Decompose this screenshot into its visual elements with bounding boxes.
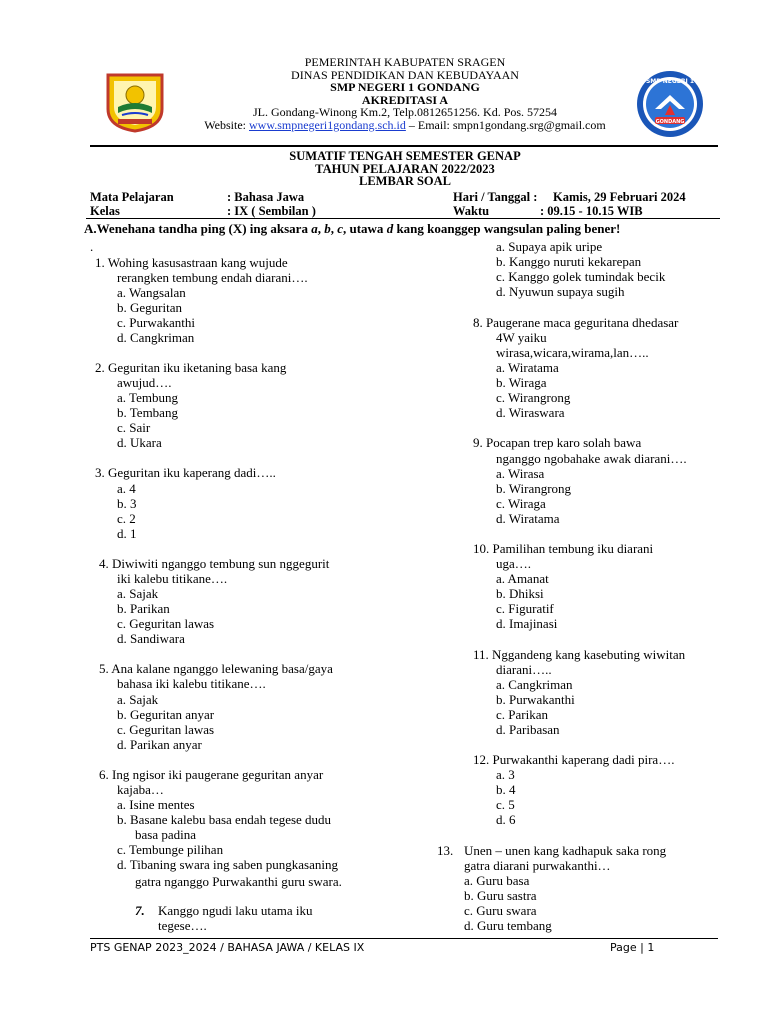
option: b. Kanggo nuruti kekarepan bbox=[496, 254, 642, 269]
option: a. Wangsalan bbox=[117, 285, 186, 300]
letterhead-divider bbox=[90, 145, 718, 147]
instruction bbox=[84, 221, 620, 237]
option: a. Cangkriman bbox=[496, 677, 573, 692]
question-10-cont: uga…. bbox=[496, 556, 532, 571]
option: a. 3 bbox=[496, 767, 515, 782]
question-1-cont: rerangken tembung endah diarani…. bbox=[117, 270, 308, 285]
footer-text: PTS GENAP 2023_2024 / BAHASA JAWA / KELAS IX bbox=[90, 941, 365, 954]
option: b. Dhiksi bbox=[496, 586, 544, 601]
option-cont: basa padina bbox=[135, 827, 197, 842]
option: c. Kanggo golek tumindak becik bbox=[496, 269, 666, 284]
question-8-cont: wirasa,wicara,wirama,lan….. bbox=[496, 345, 649, 360]
question-12: 12. Purwakanthi kaperang dadi pira…. bbox=[473, 752, 675, 767]
option: d. 6 bbox=[496, 812, 516, 827]
option: d. Paribasan bbox=[496, 722, 560, 737]
option: c. Parikan bbox=[496, 707, 548, 722]
question-10: 10. Pamilihan tembung iku diarani bbox=[473, 541, 654, 556]
option: c. Purwakanthi bbox=[117, 315, 195, 330]
email-text: – Email: smpn1gondang.srg@gmail.com bbox=[405, 117, 606, 132]
option: d. Guru tembang bbox=[464, 918, 552, 933]
exam-title-line1: SUMATIF TENGAH SEMESTER GENAP bbox=[289, 149, 521, 163]
instruction-prefix: A. bbox=[84, 221, 97, 236]
option: b. 3 bbox=[117, 496, 137, 511]
stray-dot: . bbox=[90, 239, 94, 254]
instruction-comma: , bbox=[317, 221, 325, 236]
school-logo-top-text: SMP NEGERI 1 bbox=[645, 78, 695, 85]
subject-label: Mata Pelajaran bbox=[90, 190, 174, 204]
question-11: 11. Nggandeng kang kasebuting wiwitan bbox=[473, 647, 686, 662]
website-label: Website: bbox=[204, 117, 249, 132]
option: c. Tembunge pilihan bbox=[117, 842, 224, 857]
question-2: 2. Geguritan iku iketaning basa kang bbox=[95, 360, 287, 375]
option: c. 5 bbox=[496, 797, 515, 812]
option: a. Wiratama bbox=[496, 360, 559, 375]
question-9: 9. Pocapan trep karo solah bawa bbox=[473, 435, 642, 450]
option: d. Imajinasi bbox=[496, 616, 558, 631]
option: c. Sair bbox=[117, 420, 151, 435]
option: b. Wiraga bbox=[496, 375, 547, 390]
question-4: 4. Diwiwiti nganggo tembung sun nggegurit bbox=[99, 556, 330, 571]
option: b. Wirangrong bbox=[496, 481, 572, 496]
option: c. Wirangrong bbox=[496, 390, 571, 405]
question-7: Kanggo ngudi laku utama iku bbox=[158, 903, 313, 918]
option: a. Guru basa bbox=[464, 873, 530, 888]
question-13-cont: gatra diarani purwakanthi… bbox=[464, 858, 611, 873]
website-link[interactable]: www.smpnegeri1gondang.sch.id bbox=[249, 117, 406, 132]
letterhead-line-government: PEMERINTAH KABUPATEN SRAGEN bbox=[304, 55, 506, 69]
option: b. 4 bbox=[496, 782, 516, 797]
question-6: 6. Ing ngisor iki paugerane geguritan anyar bbox=[99, 767, 324, 782]
question-1: 1. Wohing kasusastraan kang wujude bbox=[95, 255, 288, 270]
option: c. 2 bbox=[117, 511, 136, 526]
question-7-cont: tegese…. bbox=[158, 918, 207, 933]
question-2-cont: awujud…. bbox=[117, 375, 172, 390]
letterhead-line-department: DINAS PENDIDIKAN DAN KEBUDAYAAN bbox=[291, 67, 519, 82]
subject-value: : Bahasa Jawa bbox=[227, 190, 305, 204]
option: a. Supaya apik uripe bbox=[496, 239, 603, 254]
instruction-option-d: d bbox=[386, 221, 394, 236]
instruction-option-c: c bbox=[337, 221, 343, 236]
date-value: Kamis, 29 Februari 2024 bbox=[553, 190, 686, 204]
option: c. Figuratif bbox=[496, 601, 554, 616]
option: c. Geguritan lawas bbox=[117, 616, 215, 631]
question-8: 8. Paugerane maca geguritana dhedasar bbox=[473, 315, 679, 330]
option-cont: gatra nganggo Purwakanthi guru swara. bbox=[135, 874, 342, 889]
question-13-number: 13. bbox=[437, 843, 454, 858]
exam-title-line3: LEMBAR SOAL bbox=[358, 174, 452, 188]
meta-divider bbox=[86, 218, 720, 219]
option: b. Purwakanthi bbox=[496, 692, 575, 707]
option: a. Sajak bbox=[117, 586, 159, 601]
page-number: 1 bbox=[647, 941, 655, 954]
question-5-cont: bahasa iki kalebu titikane…. bbox=[117, 676, 266, 691]
exam-title bbox=[180, 150, 630, 188]
instruction-option-a: a bbox=[311, 221, 318, 236]
letterhead bbox=[180, 56, 630, 131]
question-4-cont: iki kalebu titikane…. bbox=[117, 571, 228, 586]
option: b. Guru sastra bbox=[464, 888, 537, 903]
question-9-cont: nganggo ngobahake awak diarani…. bbox=[496, 451, 687, 466]
option: d. Ukara bbox=[117, 435, 162, 450]
class-value: : IX ( Sembilan ) bbox=[227, 204, 316, 218]
letterhead-line-contact bbox=[180, 119, 630, 132]
option: c. Geguritan lawas bbox=[117, 722, 215, 737]
option: d. Nyuwun supaya sugih bbox=[496, 284, 625, 299]
instruction-text-a: Wenehana tandha ping (X) ing aksara bbox=[96, 221, 312, 236]
instruction-mid: , utawa bbox=[342, 221, 387, 236]
instruction-text-b: kang koanggep wangsulan paling bener! bbox=[393, 221, 621, 236]
page-label: Page bbox=[610, 941, 637, 954]
option: b. Parikan bbox=[117, 601, 170, 616]
page-separator: | bbox=[640, 941, 644, 954]
option: d. Tibaning swara ing saben pungkasaning bbox=[117, 857, 338, 872]
instruction-comma: , bbox=[330, 221, 338, 236]
question-7-number: 7. bbox=[135, 903, 145, 918]
footer-divider bbox=[90, 938, 718, 939]
time-value: : 09.15 - 10.15 WIB bbox=[540, 204, 643, 218]
option: d. Parikan anyar bbox=[117, 737, 202, 752]
option: a. Sajak bbox=[117, 692, 159, 707]
letterhead-line-address: JL. Gondang-Winong Km.2, Telp.0812651256. Kd. Pos. 57254 bbox=[252, 105, 558, 119]
option: a. Amanat bbox=[496, 571, 549, 586]
option: a. Tembung bbox=[117, 390, 178, 405]
option: d. 1 bbox=[117, 526, 137, 541]
option: c. Wiraga bbox=[496, 496, 546, 511]
sragen-emblem-logo bbox=[104, 69, 166, 133]
time-label: Waktu bbox=[453, 204, 490, 218]
question-5: 5. Ana kalane nganggo lelewaning basa/gaya bbox=[99, 661, 333, 676]
question-6-cont: kajaba… bbox=[117, 782, 164, 797]
question-3: 3. Geguritan iku kaperang dadi….. bbox=[95, 465, 276, 480]
school-logo-bottom-text: GONDANG bbox=[655, 119, 685, 125]
option: a. Wirasa bbox=[496, 466, 545, 481]
letterhead-line-accreditation: AKREDITASI A bbox=[361, 92, 449, 107]
class-label: Kelas bbox=[90, 204, 120, 218]
option: b. Basane kalebu basa endah tegese dudu bbox=[117, 812, 332, 827]
option: b. Geguritan bbox=[117, 300, 182, 315]
page-indicator bbox=[610, 941, 654, 954]
instruction-option-b: b bbox=[324, 221, 331, 236]
option: b. Tembang bbox=[117, 405, 178, 420]
question-8-cont: 4W yaiku bbox=[496, 330, 547, 345]
option: d. Wiraswara bbox=[496, 405, 565, 420]
question-11-cont: diarani….. bbox=[496, 662, 552, 677]
option: d. Sandiwara bbox=[117, 631, 185, 646]
school-logo bbox=[635, 69, 705, 139]
option: a. 4 bbox=[117, 481, 136, 496]
option: a. Isine mentes bbox=[117, 797, 195, 812]
letterhead-line-school: SMP NEGERI 1 GONDANG bbox=[330, 80, 480, 94]
option: c. Guru swara bbox=[464, 903, 537, 918]
option: d. Wiratama bbox=[496, 511, 560, 526]
option: d. Cangkriman bbox=[117, 330, 195, 345]
question-13: Unen – unen kang kadhapuk saka rong bbox=[464, 843, 667, 858]
option: b. Geguritan anyar bbox=[117, 707, 215, 722]
exam-title-line2: TAHUN PELAJARAN 2022/2023 bbox=[315, 161, 495, 176]
date-label: Hari / Tanggal : bbox=[453, 190, 538, 204]
